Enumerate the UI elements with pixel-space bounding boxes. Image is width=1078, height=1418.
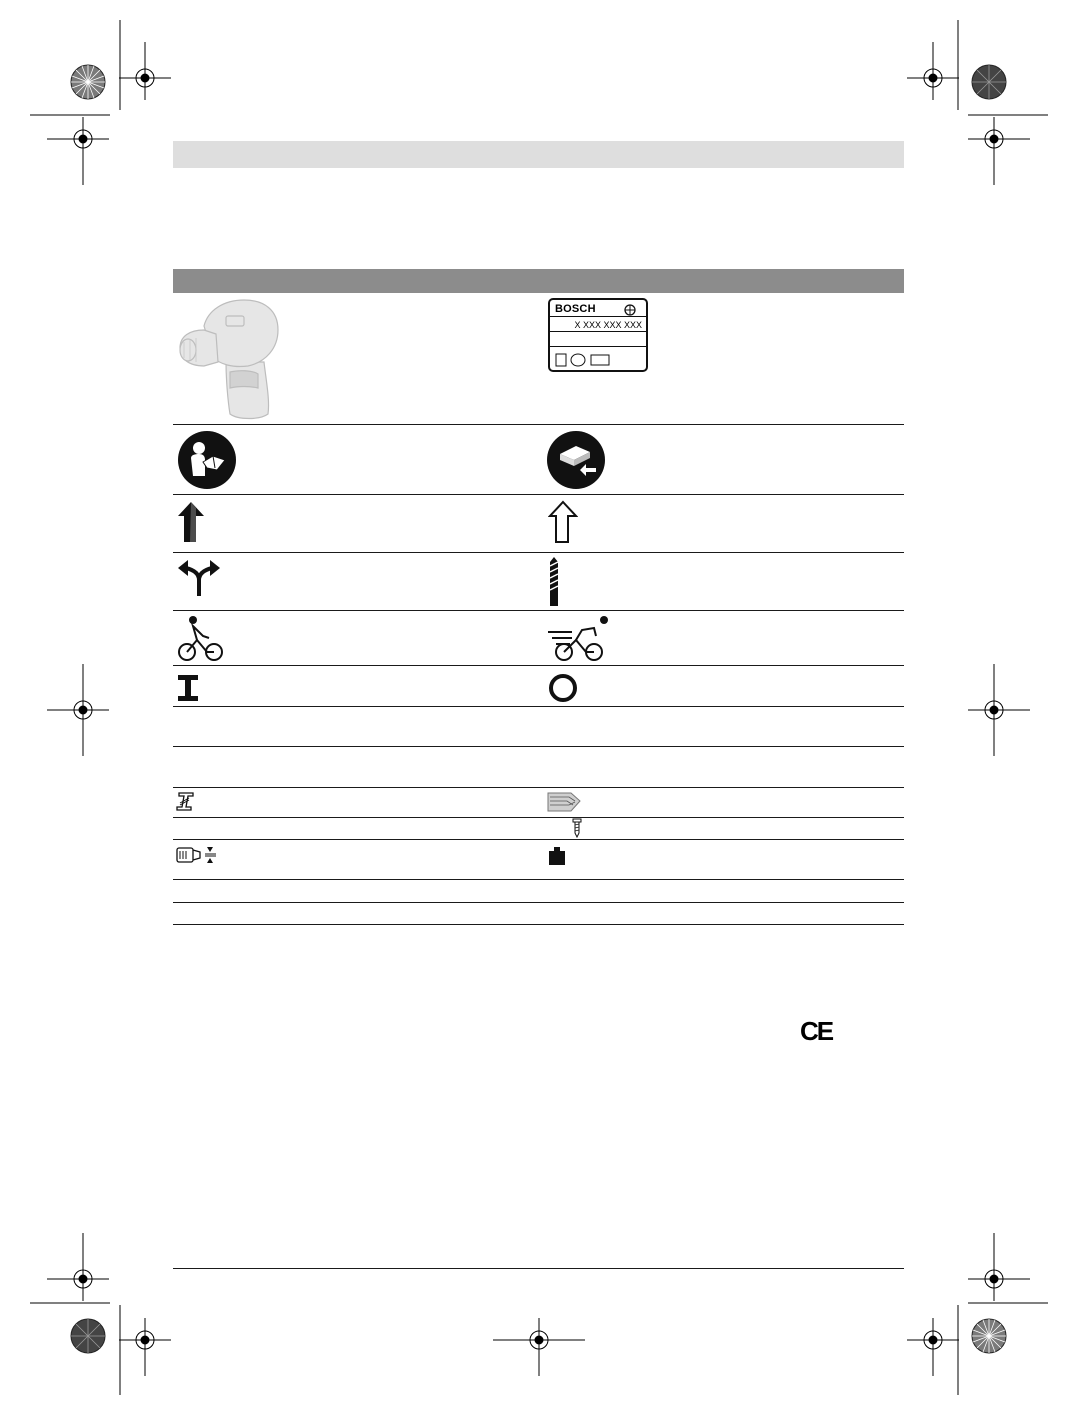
cyclist-fast-icon [546, 612, 614, 662]
steel-beam-icon [176, 791, 196, 813]
on-icon [177, 674, 199, 702]
ce-conformity-mark: CE [800, 1016, 833, 1046]
chuck-range-icon [176, 845, 218, 865]
table-rule [173, 924, 904, 925]
table-rule [173, 706, 904, 707]
footer-rule [173, 1268, 904, 1269]
table-rule [173, 424, 904, 425]
rotation-direction-icon [176, 558, 222, 598]
nameplate-number: X XXX XXX XXX [574, 320, 642, 330]
table-rule [173, 787, 904, 788]
arrow-up-outline-icon [548, 500, 578, 544]
table-header-bar [173, 269, 904, 293]
accessories-icon [546, 430, 606, 490]
drill-bit-icon [546, 556, 562, 608]
read-manual-icon [177, 430, 237, 490]
header-bar [173, 141, 904, 168]
table-rule [173, 902, 904, 903]
nameplate-brand: BOSCH [555, 303, 596, 315]
cordless-drill-image [174, 296, 284, 422]
country-mark-icon [624, 304, 636, 316]
cyclist-slow-icon [177, 614, 225, 662]
nameplate-symbols [555, 352, 615, 368]
type-nameplate [548, 298, 648, 372]
wood-icon [547, 791, 581, 813]
table-rule [173, 494, 904, 495]
table-rule [173, 839, 904, 840]
screw-icon [572, 818, 582, 838]
table-rule [173, 610, 904, 611]
table-rule [173, 665, 904, 666]
table-rule [173, 746, 904, 747]
table-rule [173, 879, 904, 880]
table-rule [173, 817, 904, 818]
off-icon [548, 673, 578, 703]
weight-icon [548, 846, 566, 866]
table-rule [173, 552, 904, 553]
arrow-up-solid-icon [176, 500, 206, 544]
